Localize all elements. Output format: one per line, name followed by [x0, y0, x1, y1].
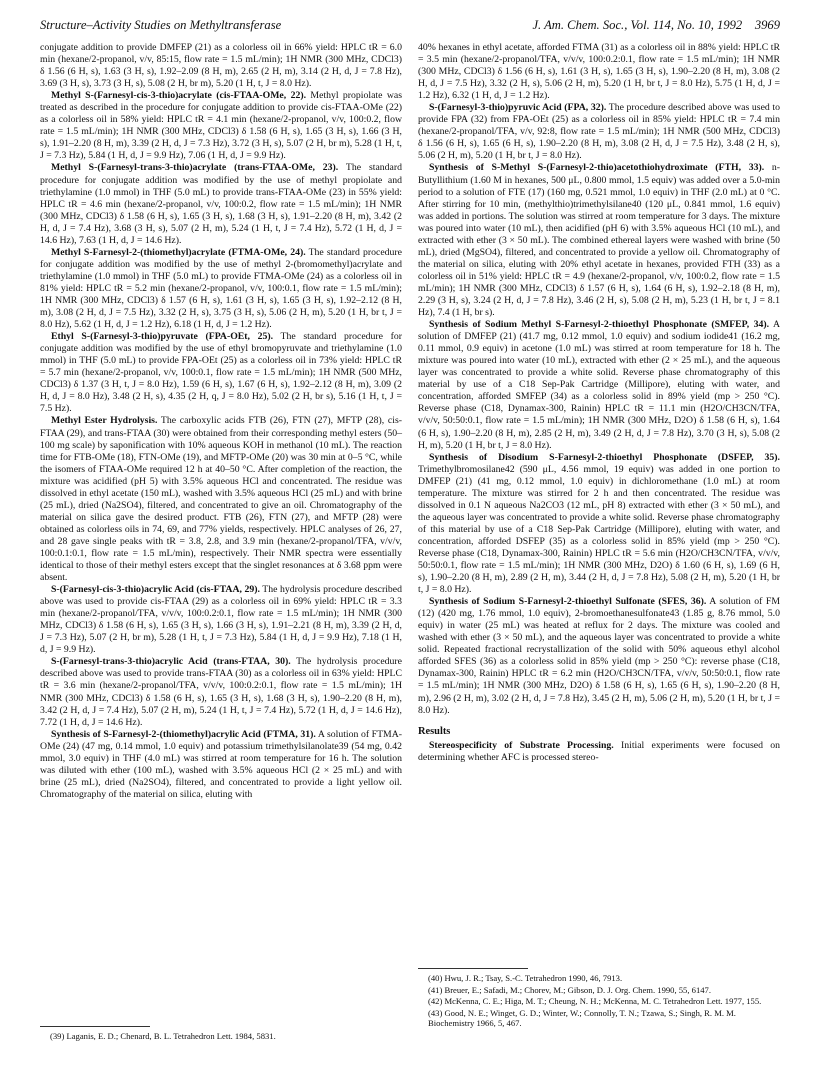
paragraph-text: The procedure described above was used to provide FPA (32) from FPA-OEt (25) as a colorless oil in 85% yield: HPLC tR = 7.4 min (hexane/2-propanol/TFA, v/v, 92:8, flow rate = 1.5 mL/min); 1H NMR (500 MHz, CDCl3) δ 1.56 (6 H, s), 1.65 (6 H, s), 1.90–2.20 (8 H, m), 3.08 (2 H, d, J = 7.5 Hz), 3.48 (2 H, s), 5.06 (2 H, m), 5.20 (1 H, br t, J = 8.0 Hz).	[418, 102, 781, 162]
footnote: (41) Breuer, E.; Safadi, M.; Chorev, M.; Gibson, D. J. Org. Chem. 1990, 55, 6147.	[428, 984, 711, 995]
paragraph-text: The hydrolysis procedure described above was used to provide trans-FTAA (30) as a colorless oil in 63% yield: HPLC tR = 3.6 min (hexane/2-propanol/TFA, v/v/v, 100:0.2:0.1, flow rate = 1.5 mL/min); 1H NMR (300 MHz, CDCl3) δ 1.58 (6 H, s), 1.65 (3 H, s), 1.68 (3 H, s), 1.90–2.20 (8 H, m), 3.42 (2 H, d, J = 7.4 Hz), 5.07 (2 H, m), 5.24 (1 H, t, J = 7.4 Hz), 5.72 (1 H, d, J = 14.6 Hz), 7.72 (1 H, d, J = 14.6 Hz).	[40, 656, 403, 728]
right-paragraph	[418, 452, 780, 597]
paragraph-text: The hydrolysis procedure described above was used to provide cis-FTAA (29) as a colorless oil in 69% yield: HPLC tR = 3.3 min (hexane/2-propanol/TFA, v/v/v, 100:0.2:0.1, flow rate = 1.5 mL/min); 1H NMR (300 MHz, CDCl3) δ 1.58 (6 H, s), 1.65 (3 H, s), 1.66 (3 H, s), 1.91–2.21 (8 H, m), 3.39 (2 H, d, J = 7.3 Hz), 5.07 (2 H, br m), 5.28 (1 H, t, J = 7.3 Hz), 5.84 (1 H, d, J = 9.9 Hz), 7.18 (1 H, d, J = 9.9 Hz).	[40, 584, 402, 656]
paragraph-heading: Synthesis of Sodium S-Farnesyl-2-thioethyl Sulfonate (SFES, 36).	[429, 596, 707, 608]
right-paragraph	[418, 102, 780, 162]
footnote-rule	[418, 968, 528, 969]
paragraph-heading: Synthesis of S-Methyl S-(Farnesyl-2-thio)acetothiohydroximate (FTH, 33).	[429, 162, 765, 174]
running-title: Structure–Activity Studies on Methyltransferase	[40, 18, 282, 32]
journal-citation	[532, 18, 780, 33]
paragraph-heading: Synthesis of Disodium S-Farnesyl-2-thioethyl Phosphonate (DSFEP, 35).	[429, 451, 780, 463]
results-paragraph	[418, 740, 780, 764]
paragraph-text: n-Butyllithium (1.60 M in hexanes, 500 μL, 0.800 mmol, 1.5 equiv) was added over a 5.0-min period to a solution of FTE (17) (160 mg, 0.521 mmol, 1.0 equiv) in THF (2.0 mL) at 0 °C. After stirring for 10 min, (methylthio)trimethylsilane40 (120 μL, 0.841 mmol, 1.6 equiv) was added in portions. The solution was stirred at room temperature for 3 days. The mixture was poured into water (10 mL), then acidified (pH 6) with 3.5% aqueous HCl (10 mL), and extracted with ether (3 × 50 mL). The combined ethereal layers were washed with brine (50 mL), dried (MgSO4), filtered, and concentrated to provide a yellow oil. Chromatography of the material on silica, eluting with 20% ethyl acetate in hexanes, provided FTH (33) as a colorless oil in 51% yield: HPLC tR = 4.9 (hexane/2-propanol, v/v, 100:0.2, flow rate = 1.5 mL/min); 1H NMR (300 MHz, CDCl3) δ 1.57 (6 H, s), 1.64 (6 H, s), 1.92–2.18 (8 H, m), 2.29 (3 H, s), 3.24 (2 H, d, J = 7.8 Hz), 3.46 (2 H, s), 5.08 (2 H, m), 5.23 (1 H, br t, J = 8.1 Hz), 7.4 (1 H, br s).	[418, 162, 780, 319]
right-column	[418, 42, 780, 764]
footnote-rule	[40, 1026, 150, 1027]
paragraph-text: conjugate addition to provide DMFEP (21) as a colorless oil in 66% yield: HPLC tR = 6.0 min (hexane/2-propanol, v/v, 85:15, flow rate = 1.5 mL/min); 1H NMR (300 MHz, CDCl3) δ 1.56 (6 H, s), 1.63 (3 H, s), 1.92–2.09 (8 H, m), 2.65 (2 H, m), 3.14 (2 H, d, J = 7.8 Hz), 3.69 (3 H, s), 3.73 (3 H, s), 5.08 (2 H, br m), 5.20 (1 H, t, J = 8.0 Hz).	[40, 42, 402, 90]
paragraph-text: The standard procedure for conjugate addition was modified by the use of ethyl bromopyruvate and triethylamine (1.0 mmol) in THF (5.0 mL) to provide FPA-OEt (25) as a colorless oil in 73% yield: HPLC tR = 5.7 min (hexane/2-propanol, v/v, 100:0.1, flow rate = 1.5 mL/min); 1H NMR (500 MHz, CDCl3) δ 1.37 (3 H, t, J = 8.0 Hz), 1.59 (6 H, s), 1.67 (6 H, s), 1.92–2.12 (8 H, m), 3.09 (2 H, d, J = 8.0 Hz), 3.48 (2 H, s), 4.35 (2 H, q, J = 8.0 Hz), 5.02 (2 H, br s), 5.16 (1 H, t, J = 7.5 Hz).	[40, 331, 402, 415]
footnote: (40) Hwu, J. R.; Tsay, S.-C. Tetrahedron 1990, 46, 7913.	[428, 973, 623, 983]
left-column	[40, 42, 402, 801]
right-footnotes	[418, 968, 780, 1030]
right-paragraph	[418, 596, 780, 716]
paragraph-text: The carboxylic acids FTB (26), FTN (27), MFTP (28), cis-FTAA (29), and trans-FTAA (30) were obtained from their corresponding methyl esters (50–100 mg scale) by saponification with 10% aqueous KOH in methanol (10 mL). The reaction time for FTB-OMe (18), FTN-OMe (19), and MFTP-OMe (20) was 30 min at 0–5 °C, while the isomers of FTAA-OMe required 12 h at 40–50 °C. After completion of the reaction, the mixture was acidified (pH 5) with 3.5% aqueous HCl and concentrated. The residue was dissolved in ethyl acetate (150 mL), washed with 3.5% aqueous HCl (25 mL) and with brine (25 mL), dried (Na2SO4), filtered, and concentrated to give an oil. Chromatography of the material on silica gave the desired product. FTB (26), FTN (27), and MFTP (28) were obtained as colorless oils in 74, 69, and 77% yields, respectively. HPLC analyses of 26, 27, and 28 gave single peaks with tR = 3.8, 2.8, and 3.9 min (hexane/2-propanol/TFA, v/v/v, 100:0.1:0.1, flow rate = 1.5 mL/min), respectively. Their NMR spectra were essentially identical to those of their methyl esters except that the singlet resonances at δ 3.68 ppm were absent.	[40, 415, 402, 584]
left-paragraph	[40, 42, 402, 90]
paragraph-heading: Methyl S-Farnesyl-2-(thiomethyl)acrylate (FTMA-OMe, 24).	[51, 246, 306, 258]
footnote: (42) McKenna, C. E.; Higa, M. T.; Cheung, N. H.; McKenna, M. C. Tetrahedron Lett. 1977, 155.	[428, 996, 762, 1007]
paragraph-text: A solution of FM (12) (420 mg, 1.76 mmol, 1.0 equiv), 2-bromoethanesulfonate43 (1.85 g, 8.76 mmol, 5.0 equiv) in water (25 mL) was heated at reflux for 2 days. The mixture was cooled and washed with ether (3 × 50 mL), and the aqueous layer was concentrated to provide a white solid. Repeated fractional recrystallization of the solid with 50% aqueous ethyl alcohol afforded SFES (36) as a colorless solid in 85% yield (mp > 250 °C): reverse phase (C18, Dynamax-300, Rainin) HPLC tR = 6.2 min (H2O/CH3CN/TFA, v/v/v, 50:50:0.1, flow rate = 1.5 mL/min); 1H NMR (300 MHz, D2O) δ 1.58 (6 H, s), 1.65 (6 H, s), 1.90–2.20 (8 H, m), 2.96 (2 H, m), 3.02 (2 H, d, J = 7.8 Hz), 3.45 (2 H, m), 5.06 (2 H, m), 5.20 (1 H, br t, J = 8.0 Hz).	[418, 596, 780, 716]
journal-name: J. Am. Chem. Soc.,	[532, 18, 628, 32]
paragraph-text: The standard procedure for conjugate addition was modified by the use of methyl propiolate and triethylamine (1.0 mmol) in THF (5.0 mL) to provide trans-FTAA-OMe (23) in 55% yield: HPLC tR = 4.6 min (hexane/2-propanol, v/v, 100:0.2, flow rate = 1.5 mL/min); 1H NMR (300 MHz, CDCl3) δ 1.58 (6 H, s), 1.65 (3 H, s), 1.68 (3 H, s), 1.91–2.20 (8 H, m), 3.42 (2 H, d, J = 7.4 Hz), 3.68 (3 H, s), 5.07 (2 H, m), 5.24 (1 H, t, J = 7.4 Hz), 5.72 (1 H, d, J = 14.6 Hz), 7.63 (1 H, d, J = 14.6 Hz).	[40, 162, 402, 246]
left-paragraph	[40, 656, 402, 728]
paragraph-text: The standard procedure for conjugate addition was modified by the use of methyl 2-(bromomethyl)acrylate and triethylamine (1.0 mmol) in THF (5.0 mL) to provide FTMA-OMe (24) as a colorless oil in 81% yield: HPLC tR = 5.2 min (hexane/2-propanol, v/v, 100:0.1, flow rate = 1.5 mL/min); 1H NMR (300 MHz, CDCl3) δ 1.57 (6 H, s), 1.61 (3 H, s), 1.65 (3 H, s), 1.92–2.12 (8 H, m), 3.08 (2 H, d, J = 7.5 Hz), 3.32 (2 H, s), 3.75 (3 H, s), 5.06 (2 H, m), 5.20 (1 H, br t, J = 8.0 Hz), 5.62 (1 H, d, J = 1.2 Hz), 6.18 (1 H, d, J = 1.2 Hz).	[40, 246, 402, 331]
journal-volume: Vol. 114, No. 10, 1992	[630, 18, 743, 32]
paragraph-heading: Methyl S-(Farnesyl-trans-3-thio)acrylate (trans-FTAA-OMe, 23).	[51, 162, 339, 174]
paragraph-text: Trimethylbromosilane42 (590 μL, 4.56 mmol, 19 equiv) was added in one portion to DMFEP (21) (41 mg, 0.12 mmol, 1.0 equiv) in dichloromethane (1.0 mL) at room temperature. The mixture was stirred for 2 h and then concentrated. The residue was dissolved in 0.1 N aqueous Na2CO3 (12 mL, pH 8) extracted with ether (3 × 50 mL), and the aqueous layer was concentrated to provide a white solid. Reverse phase chromatography of this material by use of a C18 Sep-Pak Cartridge (Millipore), eluting with water, and concentration, afforded DSFEP (35) as a colorless solid in 85% yield (mp > 250 °C). Reverse phase (C18, Dynamax-300, Rainin) HPLC tR = 5.6 min (H2O/CH3CN/TFA, v/v/v, 50:50:0.1, flow rate = 1.5 mL/min); 1H NMR (300 MHz, D2O) δ 1.60 (6 H, s), 1.69 (6 H, s), 1.90–2.20 (8 H, m), 2.89 (2 H, m), 3.44 (2 H, d, J = 7.8 Hz), 5.08 (2 H, m), 5.20 (1 H, br t, J = 8.0 Hz).	[418, 463, 780, 596]
paragraph-heading: Methyl Ester Hydrolysis.	[51, 415, 158, 427]
left-paragraph	[40, 415, 402, 584]
right-paragraph	[418, 319, 780, 452]
paragraph-heading: S-(Farnesyl-cis-3-thio)acrylic Acid (cis-FTAA, 29).	[51, 584, 260, 596]
footnote: (43) Good, N. E.; Winget, G. D.; Winter, W.; Connolly, T. N.; Tzawa, S.; Singh, R. M. M. Biochemistry 1966, 5, 467.	[428, 1007, 736, 1029]
left-paragraph	[40, 584, 402, 656]
left-paragraph	[40, 247, 402, 331]
page-number: 3969	[754, 18, 780, 32]
paragraph-heading: S-(Farnesyl-3-thio)pyruvic Acid (FPA, 32).	[429, 102, 607, 114]
paragraph-heading: S-(Farnesyl-trans-3-thio)acrylic Acid (trans-FTAA, 30).	[51, 656, 291, 668]
paragraph-text: A solution of FTMA-OMe (24) (47 mg, 0.14 mmol, 1.0 equiv) and potassium trimethylsilanolate39 (54 mg, 0.42 mmol, 3.0 equiv) in THF (4.0 mL) was stirred at room temperature for 16 h. The solution was diluted with ether (100 mL), washed with 3.5% aqueous HCl (2 × 25 mL) and with brine (25 mL), dried (Na2SO4), filtered, and concentrated to provide a light yellow oil. Chromatography of the material on silica, eluting with	[40, 728, 403, 800]
paragraph-text: Initial experiments were focused on determining whether AFC is processed stereo-	[418, 739, 780, 763]
paragraph-heading: Synthesis of Sodium Methyl S-Farnesyl-2-thioethyl Phosphonate (SMFEP, 34).	[429, 319, 770, 331]
right-paragraph	[418, 162, 780, 319]
footnote: (39) Laganis, E. D.; Chenard, B. L. Tetrahedron Lett. 1984, 5831.	[50, 1031, 276, 1041]
paragraph-heading: Methyl S-(Farnesyl-cis-3-thio)acrylate (cis-FTAA-OMe, 22).	[51, 90, 307, 102]
running-header	[40, 18, 780, 36]
paragraph-text: A solution of DMFEP (21) (41.7 mg, 0.12 mmol, 1.0 equiv) and sodium iodide41 (16.2 mg, 0.11 mmol, 0.9 equiv) in acetone (1.0 mL) was stirred at room temperature for 18 h. The mixture was poured into water (10 mL), extracted with ether (2 × 25 mL), and the aqueous layer was concentrated to provide a white solid. Reverse phase chromatography of this material by use of a C18 Sep-Pak Cartridge (Millipore), eluting with water, and concentration, afforded SMFEP (34) as a colorless solid in 89% yield (mp > 250 °C). Reverse phase (C18, Dynamax-300, Rainin) HPLC tR = 11.1 min (H2O/CH3CN/TFA, v/v/v, 50:50:0.1, flow rate = 1.5 mL/min); 1H NMR (300 MHz, D2O) δ 1.58 (6 H, s), 1.64 (6 H, s), 1.90–2.20 (8 H, m), 2.85 (2 H, m), 3.49 (2 H, d, J = 7.8 Hz), 3.70 (3 H, s), 5.08 (2 H, m), 5.20 (1 H, br t, J = 8.0 Hz).	[418, 319, 780, 451]
paragraph-text: Methyl propiolate was treated as described in the procedure for conjugate addition to provide cis-FTAA-OMe (22) as a colorless oil in 58% yield: HPLC tR = 4.1 min (hexane/2-propanol, v/v, 100:0.2, flow rate = 1.5 mL/min); 1H NMR (300 MHz, CDCl3) δ 1.58 (6 H, s), 1.65 (3 H, s), 1.66 (3 H, s), 1.91–2.20 (8 H, m), 3.39 (2 H, d, J = 7.3 Hz), 3.72 (3 H, s), 5.07 (2 H, br m), 5.28 (1 H, t, J = 7.3 Hz), 5.84 (1 H, d, J = 9.9 Hz), 7.06 (1 H, d, J = 9.9 Hz).	[40, 90, 403, 162]
left-paragraph	[40, 90, 402, 162]
paragraph-heading: Stereospecificity of Substrate Processing.	[429, 739, 614, 751]
left-paragraph	[40, 162, 402, 246]
results-heading: Results	[418, 725, 451, 737]
paragraph-text: 40% hexanes in ethyl acetate, afforded FTMA (31) as a colorless oil in 88% yield: HPLC tR = 3.5 min (hexane/2-propanol/TFA, v/v/v, 100:0.2:0.1, flow rate = 1.5 mL/min); 1H NMR (300 MHz, CDCl3) δ 1.56 (6 H, s), 1.61 (3 H, s), 1.65 (3 H, s), 1.90–2.20 (8 H, m), 3.08 (2 H, d, J = 7.5 Hz), 3.32 (2 H, s), 5.06 (2 H, m), 5.20 (1 H, br t, J = 8.0 Hz), 5.75 (1 H, d, J = 1.2 Hz), 6.32 (1 H, d, J = 1.2 Hz).	[418, 42, 780, 102]
left-footnotes	[40, 1026, 402, 1043]
left-paragraph	[40, 331, 402, 415]
left-paragraph	[40, 729, 402, 801]
right-paragraph	[418, 42, 780, 102]
paragraph-heading: Synthesis of S-Farnesyl-2-(thiomethyl)acrylic Acid (FTMA, 31).	[51, 728, 316, 740]
paragraph-heading: Ethyl S-(Farnesyl-3-thio)pyruvate (FPA-OEt, 25).	[51, 331, 274, 343]
